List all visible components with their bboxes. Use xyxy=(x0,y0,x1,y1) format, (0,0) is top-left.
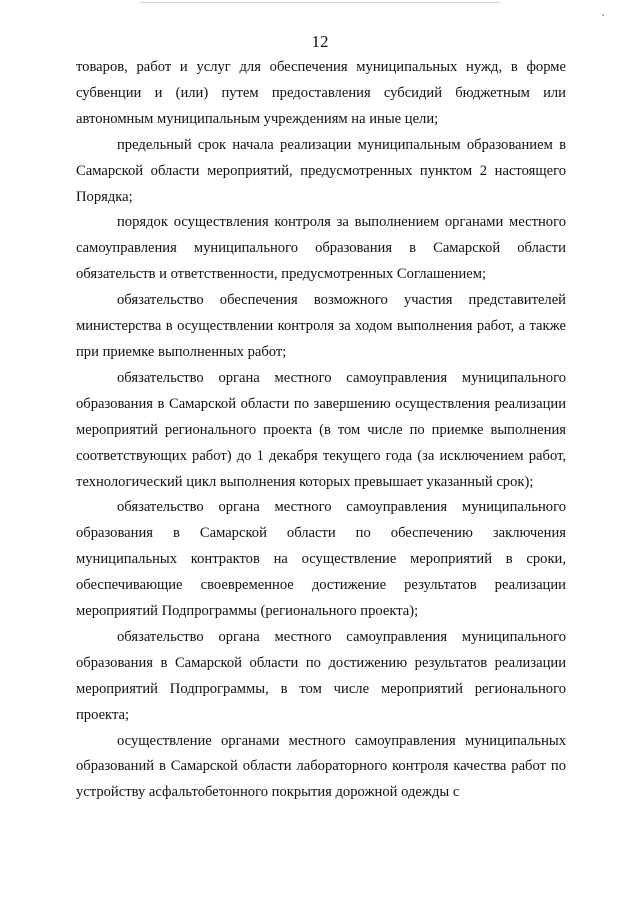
paragraph-deadline: предельный срок начала реализации муниципальным образованием в Самарской области мероприятий, предусмотренных пунктом 2 настоящего Порядка; xyxy=(76,136,566,205)
paragraph-continuation: товаров, работ и услуг для обеспечения муниципальных нужд, в форме субвенции и (или) путем предоставления субсидий бюджетным или автономным муниципальным учреждениям на иные цели; xyxy=(76,59,566,127)
document-body xyxy=(76,55,566,806)
page-number: 12 xyxy=(311,32,329,51)
scan-speck xyxy=(602,14,604,16)
paragraph-completion-obligation: обязательство органа местного самоуправления муниципального образования в Самарской области по завершению осуществления реализации мероприятий регионального проекта (в том числе по приемке выполнения соответствующих работ) до 1 декабря текущего года (за исключением работ, технологический цикл выполнения которых превышает указанный срок); xyxy=(76,369,566,490)
paragraph-lab-control: осуществление органами местного самоуправления муниципальных образований в Самарской области лабораторного контроля качества работ по устройству асфальтобетонного покрытия дорожной одежды с xyxy=(76,732,566,801)
paragraph-ministry-participation: обязательство обеспечения возможного участия представителей министерства в осуществлении контроля за ходом выполнения работ, а также при приемке выполненных работ; xyxy=(76,292,566,360)
scan-edge-line xyxy=(140,2,500,3)
paragraph-control-procedure: порядок осуществления контроля за выполнением органами местного самоуправления муниципального образования в Самарской области обязательств и ответственности, предусмотренных Соглашением; xyxy=(76,214,566,283)
paragraph-results-obligation: обязательство органа местного самоуправления муниципального образования в Самарской области по достижению результатов реализации мероприятий Подпрограммы, в том числе мероприятий регионального проекта; xyxy=(76,628,566,723)
paragraph-contracts-obligation: обязательство органа местного самоуправления муниципального образования в Самарской области по обеспечению заключения муниципальных контрактов на осуществление мероприятий в сроки, обеспечивающие своевременное достижение результатов реализации мероприятий Подпрограммы (регионального проекта); xyxy=(76,499,566,620)
